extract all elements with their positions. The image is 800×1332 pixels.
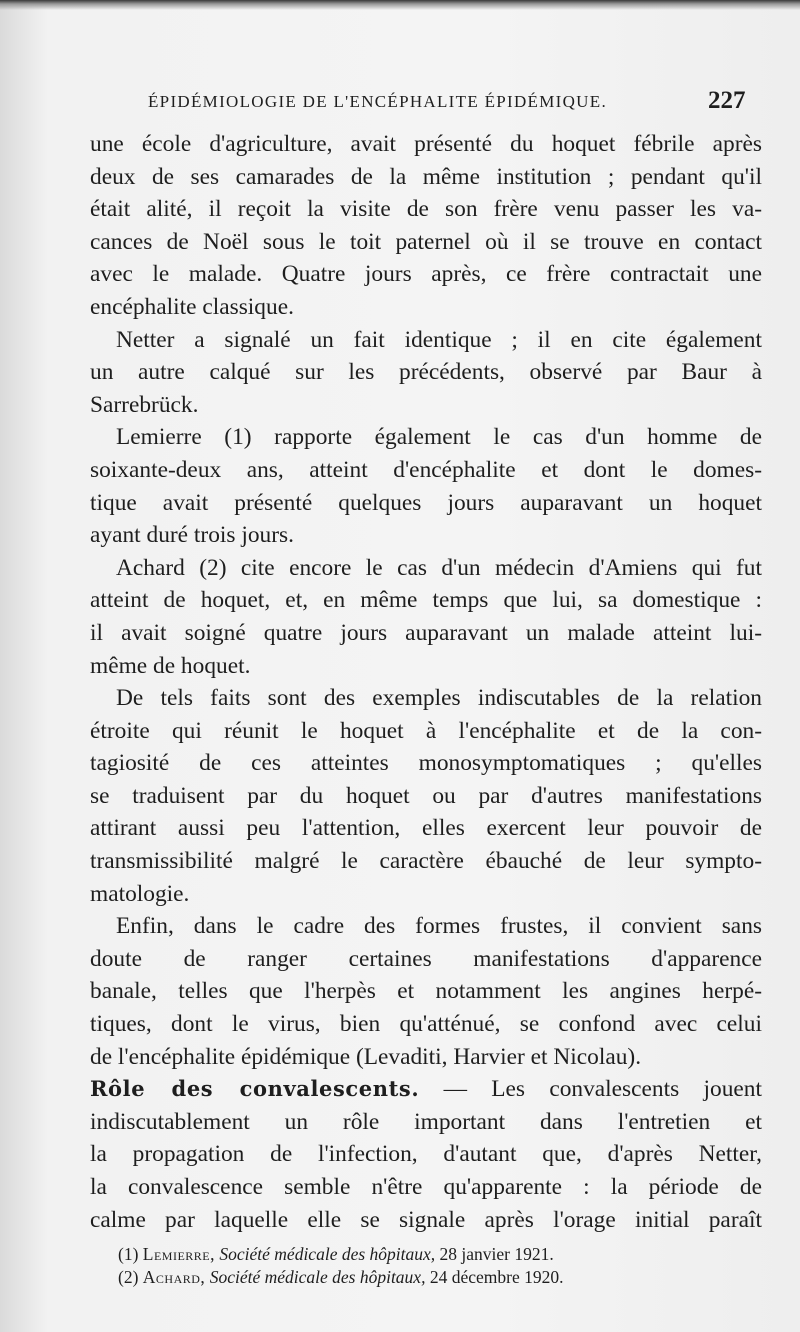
section-line-3: la convalescence semble n'être qu'apparente : la période de xyxy=(90,1174,762,1200)
text-line: doute de ranger certaines manifestations d'apparence xyxy=(90,945,762,972)
text-line: cances de Noël sous le toit paternel où il se trouve en contact xyxy=(90,228,762,255)
footnote-2 xyxy=(118,1266,738,1289)
footnote-1 xyxy=(118,1243,738,1266)
text-line: Achard (2) cite encore le cas d'un médecin d'Amiens qui fut xyxy=(116,554,762,581)
section-heading: Rôle des convalescents. xyxy=(90,1076,420,1102)
body-text xyxy=(90,128,762,1236)
running-title: ÉPIDÉMIOLOGIE DE L'ENCÉPHALITE ÉPIDÉMIQUE. xyxy=(148,92,607,111)
footnote-marker: (2) xyxy=(118,1267,139,1287)
text-line: encéphalite classique. xyxy=(90,293,294,320)
paragraph-lines xyxy=(90,128,762,1073)
text-line: avec le malade. Quatre jours après, ce frère contractait une xyxy=(90,261,762,288)
text-line: matologie. xyxy=(90,880,190,907)
page-edge-shadow xyxy=(0,0,800,10)
footnote-marker: (1) xyxy=(118,1244,139,1264)
text-line: tagiosité de ces atteintes monosymptomatiques ; qu'elles xyxy=(90,750,762,777)
text-line: il avait soigné quatre jours auparavant un malade atteint lui- xyxy=(90,619,762,646)
text-line: un autre calqué sur les précédents, observé par Baur à xyxy=(90,359,762,386)
text-line: tique avait présenté quelques jours auparavant un hoquet xyxy=(90,489,762,516)
section-line-0: — Les convalescents jouent xyxy=(443,1076,762,1103)
text-line: étroite qui réunit le hoquet à l'encéphalite et de la con- xyxy=(90,717,762,744)
text-line: était alité, il reçoit la visite de son frère venu passer les va- xyxy=(90,196,762,223)
page-header xyxy=(148,87,768,120)
section-line-2: la propagation de l'infection, d'autant que, d'après Netter, xyxy=(90,1141,762,1168)
text-line: Lemierre (1) rapporte également le cas d'un homme de xyxy=(116,424,762,451)
text-line: tiques, dont le virus, bien qu'atténué, se confond avec celui xyxy=(90,1011,762,1038)
text-line: même de hoquet. xyxy=(90,652,251,679)
footnote-date: 24 décembre 1920. xyxy=(429,1267,564,1287)
text-line: soixante-deux ans, atteint d'encéphalite et dont le domes- xyxy=(90,456,762,483)
section-first-line xyxy=(90,1073,762,1106)
text-line: se traduisent par du hoquet ou par d'autres manifestations xyxy=(90,782,762,809)
footnote-author: Lemierre, xyxy=(142,1244,216,1264)
footnote-author: Achard, xyxy=(142,1267,206,1287)
text-line: attirant aussi peu l'attention, elles exercent leur pouvoir de xyxy=(90,815,762,842)
footnote-date: 28 janvier 1921. xyxy=(439,1244,554,1264)
footnotes xyxy=(118,1243,738,1289)
text-line: Netter a signalé un fait identique ; il en cite également xyxy=(116,326,762,353)
page-number: 227 xyxy=(708,87,746,114)
section-line-4: calme par laquelle elle se signale après l'orage initial paraît xyxy=(90,1206,762,1233)
text-line: Sarrebrück. xyxy=(90,391,199,418)
footnote-source: Société médicale des hôpitaux, xyxy=(209,1267,426,1287)
footnote-source: Société médicale des hôpitaux, xyxy=(219,1244,436,1264)
text-line: une école d'agriculture, avait présenté du hoquet fébrile après xyxy=(90,131,762,157)
text-line: De tels faits sont des exemples indiscutables de la relation xyxy=(116,685,762,712)
text-line: deux de ses camarades de la même institution ; pendant qu'il xyxy=(90,163,762,190)
text-line: banale, telles que l'herpès et notamment les angines herpé- xyxy=(90,978,762,1005)
text-line: Enfin, dans le cadre des formes frustes, il convient sans xyxy=(116,913,762,940)
section-line-1: indiscutablement un rôle important dans l'entretien et xyxy=(90,1108,762,1135)
text-line: atteint de hoquet, et, en même temps que lui, sa domestique : xyxy=(90,587,762,614)
text-line: de l'encéphalite épidémique (Levaditi, Harvier et Nicolau). xyxy=(90,1043,642,1070)
text-line: ayant duré trois jours. xyxy=(90,522,294,549)
text-line: transmissibilité malgré le caractère ébauché de leur sympto- xyxy=(90,848,762,875)
